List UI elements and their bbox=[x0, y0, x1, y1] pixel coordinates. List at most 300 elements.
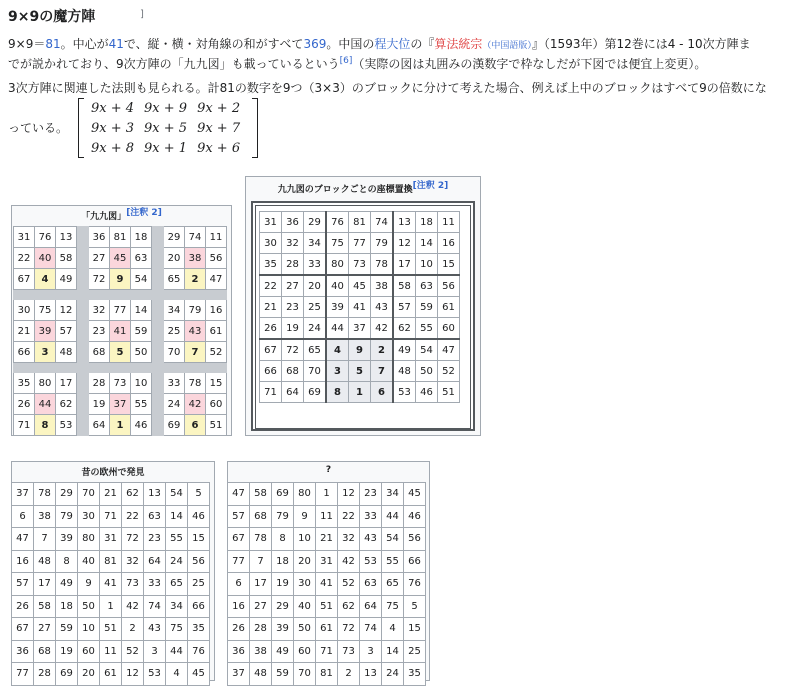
grid-cell: 14 bbox=[382, 640, 404, 663]
grid-cell: 4 bbox=[35, 269, 56, 290]
matrix-cell: 9x + 2 bbox=[197, 100, 241, 116]
grid-cell: 68 bbox=[34, 640, 56, 663]
grid-cell: 13 bbox=[393, 212, 416, 233]
grid-cell: 5 bbox=[349, 361, 371, 382]
grid-cell: 81 bbox=[110, 227, 131, 248]
grid-cell: 34 bbox=[304, 233, 327, 254]
grid-gap bbox=[152, 321, 164, 342]
grid-cell: 17 bbox=[56, 373, 77, 394]
grid-cell: 66 bbox=[404, 550, 426, 573]
grid-cell: 43 bbox=[360, 528, 382, 551]
grid-cell: 43 bbox=[185, 321, 206, 342]
grid-cell: 32 bbox=[282, 233, 304, 254]
grid-cell: 76 bbox=[326, 212, 349, 233]
grid-cell: 21 bbox=[260, 297, 282, 318]
grid-cell: 57 bbox=[56, 321, 77, 342]
grid-cell: 48 bbox=[34, 550, 56, 573]
grid-cell: 37 bbox=[12, 483, 34, 506]
grid-cell: 10 bbox=[294, 528, 316, 551]
grid-row bbox=[12, 595, 210, 618]
grid-cell: 64 bbox=[144, 550, 166, 573]
grid-cell: 19 bbox=[89, 394, 110, 415]
grid-cell: 53 bbox=[393, 382, 416, 403]
grid-cell: 81 bbox=[316, 663, 338, 686]
grid-row bbox=[228, 573, 426, 596]
grid-cell: 49 bbox=[393, 339, 416, 361]
grid-gap-row bbox=[14, 290, 227, 300]
grid-cell: 76 bbox=[404, 573, 426, 596]
grid-cell: 33 bbox=[164, 373, 185, 394]
grid-cell: 20 bbox=[78, 663, 100, 686]
grid-cell: 32 bbox=[122, 550, 144, 573]
panel-kyukyu-zu bbox=[11, 205, 232, 436]
grid-row bbox=[260, 361, 460, 382]
grid-cell: 74 bbox=[144, 595, 166, 618]
grid-cell: 7 bbox=[185, 342, 206, 363]
grid-row bbox=[228, 505, 426, 528]
grid-cell: 12 bbox=[56, 300, 77, 321]
grid-cell: 48 bbox=[393, 361, 416, 382]
grid-row bbox=[14, 300, 227, 321]
link-41[interactable]: 41 bbox=[108, 37, 124, 51]
grid-cell: 42 bbox=[185, 394, 206, 415]
link-cheng-dawei[interactable]: 程大位 bbox=[374, 37, 411, 51]
grid-row bbox=[228, 550, 426, 573]
grid-cell: 79 bbox=[272, 505, 294, 528]
matrix-cell: 9x + 1 bbox=[144, 140, 188, 156]
grid-cell: 49 bbox=[56, 573, 78, 596]
grid-row bbox=[228, 618, 426, 641]
grid-cell: 36 bbox=[228, 640, 250, 663]
grid-cell: 63 bbox=[144, 505, 166, 528]
grid-gap bbox=[77, 300, 89, 321]
grid-cell: 62 bbox=[56, 394, 77, 415]
grid-row bbox=[12, 618, 210, 641]
grid-row bbox=[260, 318, 460, 340]
grid-cell: 63 bbox=[131, 248, 152, 269]
text: （実際の図は丸囲みの漢数字で枠なしだが下図では便宜上変更）。 bbox=[352, 57, 707, 71]
grid-cell: 47 bbox=[12, 528, 34, 551]
paragraph-2-line-2: っている。 bbox=[8, 121, 69, 135]
panel-title-text: 九九図のブロックごとの座標置換 bbox=[277, 185, 413, 195]
grid-cell: 15 bbox=[438, 254, 460, 276]
grid-cell: 2 bbox=[338, 663, 360, 686]
grid-cell: 78 bbox=[250, 528, 272, 551]
grid-cell: 75 bbox=[326, 233, 349, 254]
grid-cell: 29 bbox=[272, 595, 294, 618]
grid-gap bbox=[77, 373, 89, 394]
grid-row bbox=[260, 254, 460, 276]
grid-cell: 6 bbox=[371, 382, 394, 403]
grid-cell: 54 bbox=[131, 269, 152, 290]
grid-cell: 49 bbox=[56, 269, 77, 290]
grid-cell: 56 bbox=[404, 528, 426, 551]
grid-cell: 34 bbox=[164, 300, 185, 321]
grid-row bbox=[14, 342, 227, 363]
grid-cell: 51 bbox=[316, 595, 338, 618]
grid-cell: 78 bbox=[371, 254, 394, 276]
panel-title bbox=[246, 182, 480, 195]
grid-cell: 75 bbox=[166, 618, 188, 641]
grid-cell: 6 bbox=[185, 415, 206, 436]
grid-cell: 26 bbox=[12, 595, 34, 618]
grid-cell: 55 bbox=[382, 550, 404, 573]
grid-cell: 25 bbox=[188, 573, 210, 596]
grid-cell: 64 bbox=[360, 595, 382, 618]
grid-cell: 30 bbox=[14, 300, 35, 321]
grid-cell: 50 bbox=[294, 618, 316, 641]
grid-cell: 80 bbox=[35, 373, 56, 394]
grid-gap bbox=[77, 415, 89, 436]
grid-gap bbox=[77, 227, 89, 248]
grid-cell: 37 bbox=[349, 318, 371, 340]
grid-cell: 45 bbox=[188, 663, 210, 686]
matrix-cell: 9x + 8 bbox=[91, 140, 135, 156]
grid-cell: 43 bbox=[371, 297, 394, 318]
link-chinese-edition[interactable]: （中国語版） bbox=[482, 41, 532, 51]
grid-cell: 28 bbox=[89, 373, 110, 394]
grid-cell: 73 bbox=[110, 373, 131, 394]
section-heading: 9×9の魔方陣 bbox=[8, 9, 96, 25]
unknown-grid bbox=[227, 482, 426, 686]
grid-cell: 63 bbox=[416, 275, 438, 297]
grid-cell: 8 bbox=[272, 528, 294, 551]
grid-cell: 64 bbox=[282, 382, 304, 403]
grid-cell: 28 bbox=[250, 618, 272, 641]
grid-cell: 61 bbox=[438, 297, 460, 318]
grid-cell: 61 bbox=[206, 321, 227, 342]
grid-cell: 66 bbox=[14, 342, 35, 363]
grid-cell: 15 bbox=[206, 373, 227, 394]
grid-cell: 56 bbox=[438, 275, 460, 297]
note-2-link[interactable]: [注釈 2] bbox=[412, 181, 449, 191]
grid-cell: 54 bbox=[166, 483, 188, 506]
grid-cell: 47 bbox=[228, 483, 250, 506]
grid-cell: 58 bbox=[393, 275, 416, 297]
grid-row bbox=[228, 528, 426, 551]
grid-cell: 56 bbox=[206, 248, 227, 269]
grid-cell: 54 bbox=[382, 528, 404, 551]
grid-cell: 11 bbox=[206, 227, 227, 248]
grid-gap bbox=[152, 394, 164, 415]
panel-coordinate-permutation bbox=[245, 176, 481, 436]
grid-cell: 12 bbox=[338, 483, 360, 506]
grid-cell: 72 bbox=[122, 528, 144, 551]
grid-row bbox=[14, 227, 227, 248]
grid-cell: 76 bbox=[35, 227, 56, 248]
grid-cell: 24 bbox=[382, 663, 404, 686]
grid-row bbox=[12, 550, 210, 573]
grid-cell: 37 bbox=[110, 394, 131, 415]
link-369[interactable]: 369 bbox=[303, 37, 327, 51]
grid-cell: 36 bbox=[282, 212, 304, 233]
europe-grid bbox=[11, 482, 210, 686]
grid-gap bbox=[77, 321, 89, 342]
grid-cell: 16 bbox=[438, 233, 460, 254]
grid-cell: 52 bbox=[206, 342, 227, 363]
grid-cell: 5 bbox=[404, 595, 426, 618]
grid-cell: 35 bbox=[188, 618, 210, 641]
grid-row bbox=[14, 248, 227, 269]
grid-cell: 19 bbox=[272, 573, 294, 596]
grid-cell: 31 bbox=[100, 528, 122, 551]
grid-cell: 33 bbox=[360, 505, 382, 528]
paragraph-1-line-2 bbox=[8, 54, 706, 74]
grid-cell: 27 bbox=[34, 618, 56, 641]
grid-cell: 60 bbox=[206, 394, 227, 415]
grid-cell: 30 bbox=[294, 573, 316, 596]
grid-cell: 47 bbox=[438, 339, 460, 361]
grid-cell: 47 bbox=[206, 269, 227, 290]
grid-cell: 14 bbox=[166, 505, 188, 528]
link-81[interactable]: 81 bbox=[45, 37, 61, 51]
grid-cell: 52 bbox=[122, 640, 144, 663]
matrix-cell: 9x + 9 bbox=[144, 100, 188, 116]
grid-cell: 24 bbox=[164, 394, 185, 415]
grid-cell: 50 bbox=[78, 595, 100, 618]
grid-cell: 61 bbox=[316, 618, 338, 641]
grid-cell: 40 bbox=[35, 248, 56, 269]
grid-cell: 63 bbox=[360, 573, 382, 596]
grid-row bbox=[12, 663, 210, 686]
text: で、縦・横・対角線の和がすべて bbox=[123, 37, 304, 51]
grid-cell: 60 bbox=[78, 640, 100, 663]
grid-row bbox=[228, 640, 426, 663]
grid-row bbox=[260, 212, 460, 233]
grid-cell: 76 bbox=[188, 640, 210, 663]
grid-cell: 81 bbox=[349, 212, 371, 233]
grid-row bbox=[12, 573, 210, 596]
grid-cell: 51 bbox=[100, 618, 122, 641]
grid-cell: 30 bbox=[260, 233, 282, 254]
grid-row bbox=[260, 233, 460, 254]
grid-cell: 11 bbox=[100, 640, 122, 663]
grid-cell: 59 bbox=[416, 297, 438, 318]
grid-cell: 67 bbox=[12, 618, 34, 641]
grid-cell: 53 bbox=[144, 663, 166, 686]
grid-cell: 29 bbox=[304, 212, 327, 233]
grid-cell: 65 bbox=[166, 573, 188, 596]
text: 。中国の bbox=[326, 37, 375, 51]
matrix-left-bracket bbox=[78, 98, 84, 158]
grid-cell: 53 bbox=[360, 550, 382, 573]
grid-cell: 45 bbox=[349, 275, 371, 297]
block-matrix bbox=[78, 98, 258, 158]
grid-cell: 40 bbox=[78, 550, 100, 573]
grid-gap bbox=[77, 342, 89, 363]
grid-row bbox=[14, 373, 227, 394]
grid-row bbox=[260, 297, 460, 318]
grid-cell: 21 bbox=[14, 321, 35, 342]
grid-cell: 71 bbox=[260, 382, 282, 403]
grid-cell: 41 bbox=[110, 321, 131, 342]
grid-cell: 64 bbox=[89, 415, 110, 436]
grid-row bbox=[14, 321, 227, 342]
grid-cell: 68 bbox=[89, 342, 110, 363]
grid-cell: 38 bbox=[185, 248, 206, 269]
grid-gap bbox=[152, 300, 164, 321]
grid-cell: 39 bbox=[35, 321, 56, 342]
grid-cell: 45 bbox=[110, 248, 131, 269]
edit-link[interactable]: ] bbox=[140, 9, 144, 20]
grid-row bbox=[14, 269, 227, 290]
grid-cell: 80 bbox=[294, 483, 316, 506]
grid-cell: 29 bbox=[56, 483, 78, 506]
grid-cell: 17 bbox=[34, 573, 56, 596]
grid-cell: 69 bbox=[56, 663, 78, 686]
grid-cell: 72 bbox=[89, 269, 110, 290]
grid-cell: 19 bbox=[56, 640, 78, 663]
grid-cell: 14 bbox=[416, 233, 438, 254]
grid-cell: 39 bbox=[56, 528, 78, 551]
grid-cell: 35 bbox=[260, 254, 282, 276]
grid-cell: 48 bbox=[56, 342, 77, 363]
grid-cell: 6 bbox=[228, 573, 250, 596]
grid-cell: 18 bbox=[272, 550, 294, 573]
grid-gap bbox=[77, 248, 89, 269]
grid-cell: 69 bbox=[272, 483, 294, 506]
grid-cell: 13 bbox=[144, 483, 166, 506]
grid-cell: 78 bbox=[185, 373, 206, 394]
grid-cell: 81 bbox=[100, 550, 122, 573]
grid-cell: 17 bbox=[393, 254, 416, 276]
grid-cell: 42 bbox=[122, 595, 144, 618]
grid-cell: 58 bbox=[56, 248, 77, 269]
grid-cell: 68 bbox=[282, 361, 304, 382]
grid-cell: 26 bbox=[228, 618, 250, 641]
grid-cell: 31 bbox=[260, 212, 282, 233]
grid-cell: 28 bbox=[34, 663, 56, 686]
grid-cell: 34 bbox=[382, 483, 404, 506]
grid-cell: 4 bbox=[382, 618, 404, 641]
grid-cell: 44 bbox=[326, 318, 349, 340]
grid-cell: 56 bbox=[188, 550, 210, 573]
panel-title: 昔の欧州で発見 bbox=[81, 468, 145, 478]
grid-cell: 22 bbox=[338, 505, 360, 528]
matrix-cell: 9x + 3 bbox=[91, 120, 135, 136]
grid-cell: 66 bbox=[188, 595, 210, 618]
grid-cell: 70 bbox=[294, 663, 316, 686]
paragraph-2-line-1: 3次方陣に関連した法則も見られる。計81の数字を9つ（3×3）のブロックに分けて考えた場合、例えば上中のブロックはすべて9の倍数にな bbox=[8, 81, 767, 95]
grid-cell: 59 bbox=[131, 321, 152, 342]
grid-cell: 22 bbox=[260, 275, 282, 297]
grid-cell: 74 bbox=[371, 212, 394, 233]
grid-cell: 29 bbox=[164, 227, 185, 248]
grid-cell: 41 bbox=[349, 297, 371, 318]
grid-cell: 5 bbox=[110, 342, 131, 363]
grid-cell: 35 bbox=[404, 663, 426, 686]
grid-cell: 73 bbox=[338, 640, 360, 663]
grid-cell: 66 bbox=[260, 361, 282, 382]
grid-cell: 61 bbox=[100, 663, 122, 686]
grid-cell: 74 bbox=[185, 227, 206, 248]
grid-cell: 52 bbox=[438, 361, 460, 382]
grid-cell: 7 bbox=[371, 361, 394, 382]
grid-cell: 10 bbox=[78, 618, 100, 641]
grid-cell: 18 bbox=[416, 212, 438, 233]
grid-cell: 67 bbox=[14, 269, 35, 290]
grid-cell: 31 bbox=[316, 550, 338, 573]
grid-row bbox=[14, 415, 227, 436]
note-2-link[interactable]: [注釈 2] bbox=[126, 208, 162, 218]
grid-cell: 16 bbox=[12, 550, 34, 573]
grid-cell: 74 bbox=[360, 618, 382, 641]
grid-cell: 70 bbox=[304, 361, 327, 382]
grid-cell: 17 bbox=[250, 573, 272, 596]
grid-cell: 72 bbox=[282, 339, 304, 361]
grid-cell: 8 bbox=[56, 550, 78, 573]
grid-cell: 71 bbox=[14, 415, 35, 436]
grid-cell: 49 bbox=[272, 640, 294, 663]
grid-cell: 25 bbox=[304, 297, 327, 318]
grid-gap bbox=[77, 269, 89, 290]
grid-cell: 22 bbox=[122, 505, 144, 528]
reference-6[interactable]: [6] bbox=[339, 56, 353, 66]
grid-cell: 54 bbox=[416, 339, 438, 361]
grid-cell: 77 bbox=[228, 550, 250, 573]
grid-cell: 10 bbox=[131, 373, 152, 394]
grid-cell: 13 bbox=[360, 663, 382, 686]
grid-cell: 15 bbox=[404, 618, 426, 641]
kyukyu-grid bbox=[13, 226, 227, 436]
text: でが説かれており、9次方陣の「九九図」も載っているという bbox=[8, 57, 340, 71]
matrix-cell: 9x + 4 bbox=[91, 100, 135, 116]
panel-title-text: 「九九図」 bbox=[81, 212, 127, 222]
grid-cell: 12 bbox=[393, 233, 416, 254]
grid-cell: 38 bbox=[34, 505, 56, 528]
grid-cell: 3 bbox=[360, 640, 382, 663]
grid-cell: 12 bbox=[122, 663, 144, 686]
grid-cell: 79 bbox=[371, 233, 394, 254]
grid-cell: 21 bbox=[316, 528, 338, 551]
grid-cell: 5 bbox=[188, 483, 210, 506]
grid-cell: 55 bbox=[416, 318, 438, 340]
grid-cell: 43 bbox=[144, 618, 166, 641]
grid-gap bbox=[152, 269, 164, 290]
panel-title bbox=[12, 209, 231, 222]
link-suanfa-tongzong[interactable]: 算法統宗 bbox=[434, 37, 483, 51]
grid-cell: 40 bbox=[326, 275, 349, 297]
grid-cell: 6 bbox=[12, 505, 34, 528]
grid-gap bbox=[14, 363, 227, 373]
matrix-table bbox=[86, 98, 245, 158]
grid-cell: 77 bbox=[12, 663, 34, 686]
grid-cell: 39 bbox=[272, 618, 294, 641]
grid-cell: 35 bbox=[14, 373, 35, 394]
grid-cell: 73 bbox=[122, 573, 144, 596]
grid-cell: 27 bbox=[250, 595, 272, 618]
grid-cell: 38 bbox=[250, 640, 272, 663]
grid-cell: 60 bbox=[294, 640, 316, 663]
grid-cell: 40 bbox=[294, 595, 316, 618]
grid-cell: 60 bbox=[438, 318, 460, 340]
grid-cell: 22 bbox=[14, 248, 35, 269]
grid-cell: 23 bbox=[282, 297, 304, 318]
grid-cell: 24 bbox=[166, 550, 188, 573]
grid-cell: 20 bbox=[164, 248, 185, 269]
grid-cell: 59 bbox=[272, 663, 294, 686]
grid-cell: 42 bbox=[371, 318, 394, 340]
grid-row bbox=[260, 275, 460, 297]
grid-cell: 25 bbox=[164, 321, 185, 342]
grid-cell: 16 bbox=[228, 595, 250, 618]
grid-cell: 25 bbox=[404, 640, 426, 663]
grid-cell: 16 bbox=[206, 300, 227, 321]
grid-cell: 27 bbox=[89, 248, 110, 269]
grid-cell: 27 bbox=[282, 275, 304, 297]
grid-cell: 23 bbox=[144, 528, 166, 551]
grid-cell: 37 bbox=[228, 663, 250, 686]
